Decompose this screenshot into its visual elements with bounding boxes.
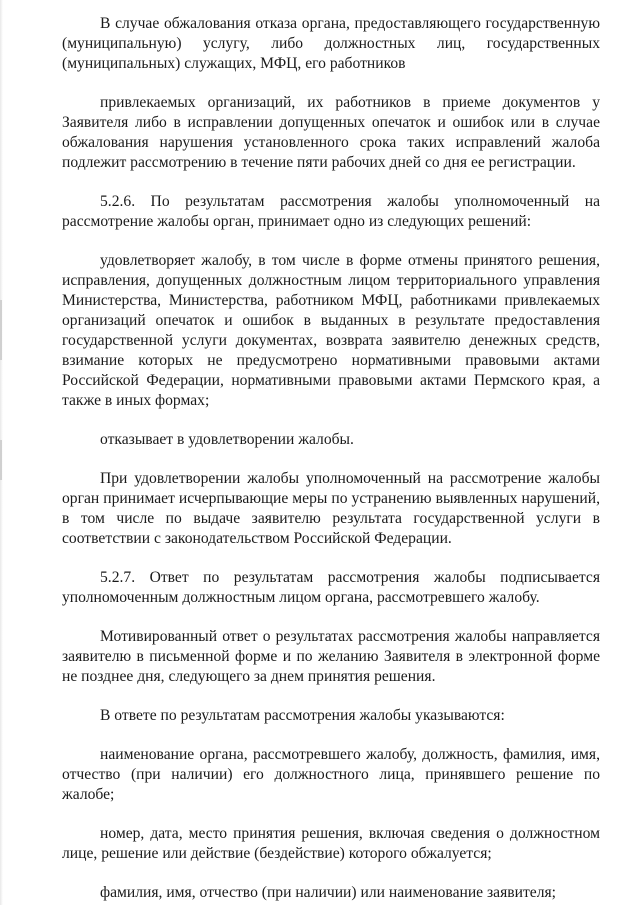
document-body xyxy=(62,14,600,903)
paragraph: В ответе по результатам рассмотрения жалобы указываются: xyxy=(100,707,505,724)
paragraph: удовлетворяет жалобу, в том числе в форме отмены принятого решения, исправления, допущенных должностным лицом территориального управления Министерства, Министерства, работником МФЦ, работниками привлекаемых организаций опечаток и ошибок в выданных в результате предоставления государственной услуги документах, возврата заявителю денежных средств, взимание которых не предусмотрено нормативными правовыми актами Российской Федерации, нормативными правовыми актами Пермского края, а также в иных формах; xyxy=(62,252,600,409)
paragraph: В случае обжалования отказа органа, предоставляющего государственную (муниципальную) услугу, либо должностных лиц, государственных (муниципальных) служащих, МФЦ, его работников xyxy=(62,15,600,72)
paragraph: Мотивированный ответ о результатах рассмотрения жалобы направляется заявителю в письменной форме и по желанию Заявителя в электронной форме не позднее дня, следующего за днем принятия решения. xyxy=(62,628,600,685)
paragraph: отказывает в удовлетворении жалобы. xyxy=(100,431,354,448)
paragraph: 5.2.6. По результатам рассмотрения жалобы уполномоченный на рассмотрение жалобы орган, принимает одно из следующих решений: xyxy=(62,193,600,230)
paragraph: наименование органа, рассмотревшего жалобу, должность, фамилия, имя, отчество (при наличии) его должностного лица, принявшего решение по жалобе; xyxy=(62,746,600,803)
paragraph: номер, дата, место принятия решения, включая сведения о должностном лице, решение или действие (бездействие) которого обжалуется; xyxy=(62,825,600,862)
paragraph: фамилия, имя, отчество (при наличии) или наименование заявителя; xyxy=(100,884,556,901)
paragraph: привлекаемых организаций, их работников в приеме документов у Заявителя либо в исправлении допущенных опечаток и ошибок или в случае обжалования нарушения установленного срока таких исправлений жалоба подлежит рассмотрению в течение пяти рабочих дней со дня ее регистрации. xyxy=(62,94,600,171)
paragraph: При удовлетворении жалобы уполномоченный на рассмотрение жалобы орган принимает исчерпывающие меры по устранению выявленных нарушений, в том числе по выдаче заявителю результата государственной услуги в соответствии с законодательством Российской Федерации. xyxy=(62,470,600,547)
scan-edge-mark xyxy=(0,440,2,480)
scan-edge-mark xyxy=(0,300,2,360)
paragraph: 5.2.7. Ответ по результатам рассмотрения жалобы подписывается уполномоченным должностным лицом органа, рассмотревшего жалобу. xyxy=(62,569,600,606)
